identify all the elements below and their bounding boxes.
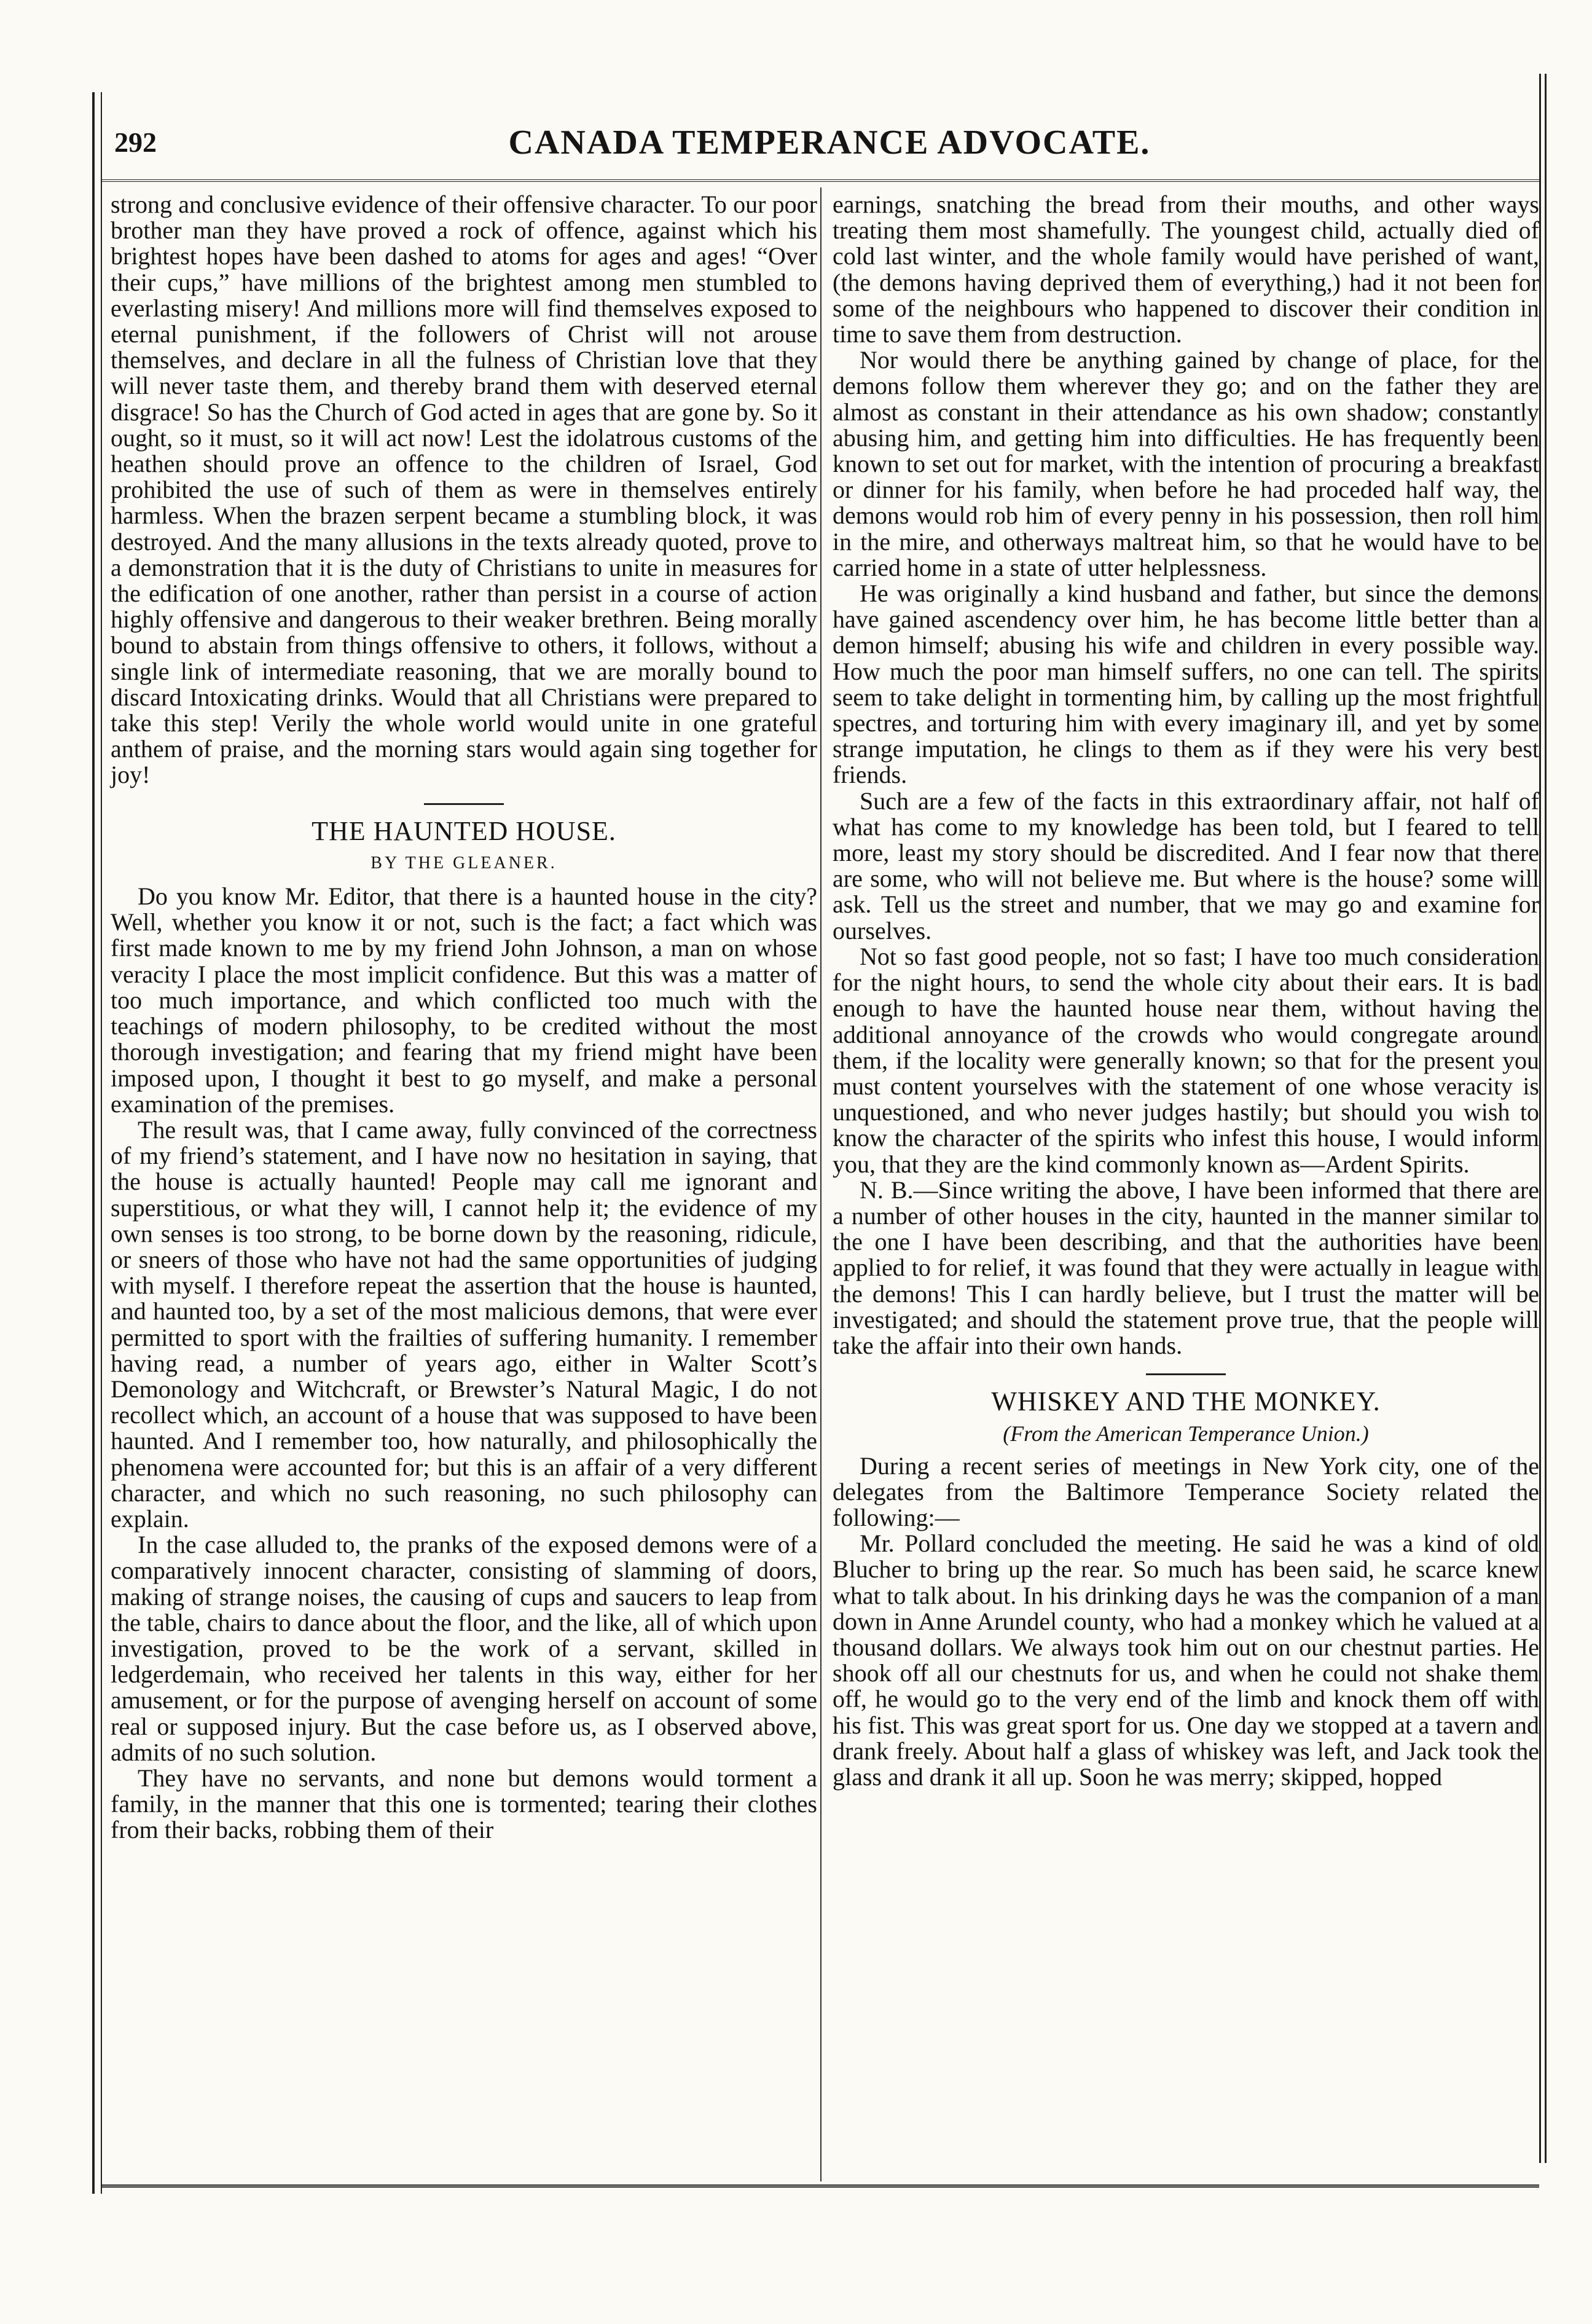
article-paragraph: Do you know Mr. Editor, that there is a haunted house in the city? Well, whether you know it or not, such is the fact; a fact which was first made known to me by my friend John Johnson, a man on whose veracity I place the most implicit confidence. But this was a matter of too much importance, and which conflicted too much with the teachings of modern philosophy, to be credited without the most thorough investigation; and fearing that my friend might have been imposed upon, I thought it best to go myself, and make a personal examination of the premises. — [111, 882, 817, 1118]
article-paragraph: He was originally a kind husband and father, but since the demons have gained ascendency over him, he has become little better than a demon himself; abusing his wife and children in every possible way. How much the poor man himself suffers, no one can tell. The spirits seem to take delight in tormenting him, by calling up the most frightful spectres, and torturing him with every imaginary ill, and yet by some strange imputation, he clings to them as if they were his very best friends. — [833, 579, 1539, 789]
article-paragraph: N. B.—Since writing the above, I have been informed that there are a number of other houses in the city, haunted in the manner similar to the one I have been describing, and that the authorities have been applied to for relief, it was found that they were actually in league with the demons! This I can hardly believe, but I trust the matter will be investigated; and should the statement prove true, that the people will take the affair into their own hands. — [833, 1176, 1539, 1359]
article-title-whiskey-monkey: WHISKEY AND THE MONKEY. — [991, 1386, 1381, 1417]
article-paragraph: Nor would there be anything gained by change of place, for the demons follow them wherever they go; and on the father they are almost as constant in their attendance as his own shadow; constantly abusing him, and getting him into difficulties. He has frequently been known to set out for market, with the intention of procuring a breakfast or dinner for his family, when before he had proceded half way, the demons would rob him of every penny in his possession, then roll him in the mire, and otherways maltreat him, so that he would have to be carried home in a state of utter helplessness. — [833, 346, 1539, 581]
masthead-title: CANADA TEMPERANCE ADVOCATE. — [508, 124, 1151, 162]
right-border-rule — [1539, 74, 1547, 2163]
footer-rule — [101, 2185, 1539, 2188]
right-column — [833, 192, 1539, 1790]
article-title-haunted-house: THE HAUNTED HOUSE. — [312, 815, 616, 846]
article-paragraph: Not so fast good people, not so fast; I have too much consideration for the night hours, to send the whole city about their ears. It is bad enough to have the haunted house near them, without having the additional annoyance of the crowds who would congregate around them, if the locality were generally known; so that for the present you must content yourselves with the statement of one whose veracity is unquestioned, and who never judges hastily; but should you wish to know the character of the spirits who infest this house, I would inform you, that they are the kind commonly known as—Ardent Spirits. — [833, 942, 1539, 1178]
article-paragraph: During a recent series of meetings in New York city, one of the delegates from the Baltimore Temperance Society related the following:— — [833, 1451, 1539, 1531]
article-source: (From the American Temperance Union.) — [1003, 1421, 1369, 1447]
article-byline: BY THE GLEANER. — [371, 853, 557, 873]
article-paragraph: The result was, that I came away, fully convinced of the correctness of my friend’s statement, and I have now no hesitation in saying, that the house is actually haunted! People may call me ignorant and superstitious, or what they will, I cannot help it; the evidence of my own senses is too strong, to be borne down by the reasoning, ridicule, or sneers of those who have not had the same opportunities of judging with myself. I therefore repeat the assertion that the house is haunted, and haunted too, by a set of the most malicious demons, that were ever permitted to sport with the frailties of suffering humanity. I remember having read, a number of years ago, either in Walter Scott’s Demonology and Witchcraft, or Brewster’s Natural Magic, I do not recollect which, an account of a house that was supposed to have been haunted. And I remember too, how naturally, and philosophically the phenomena were accounted for; but this is an affair of a very different character, and which no such reasoning, no such philosophy can explain. — [111, 1115, 817, 1533]
left-column — [111, 192, 817, 1843]
section-separator — [424, 803, 504, 805]
article-continuation: earnings, snatching the bread from their mouths, and other ways treating them most shamefully. The youngest child, actually died of cold last winter, and the whole family would have perished of want, (the demons having deprived them of everything,) had it not been for some of the neighbours who happened to discover their condition in time to save them from destruction. — [833, 190, 1539, 348]
article-paragraph: They have no servants, and none but demons would torment a family, in the manner that this one is tormented; tearing their clothes from their backs, robbing them of their — [111, 1764, 817, 1844]
article-continuation: strong and conclusive evidence of their offensive character. To our poor brother man they have proved a rock of offence, against which his brightest hopes have been dashed to atoms for ages and ages! “Over their cups,” have millions of the brightest among men stumbled to everlasting misery! And millions more will find themselves exposed to eternal punishment, if the followers of Christ will not arouse themselves, and declare in all the fulness of Christian love that they will never taste them, and thereby brand them with deserved eternal disgrace! So has the Church of God acted in ages that are gone by. So it ought, so it must, so it will act now! Lest the idolatrous customs of the heathen should prove an offence to the children of Israel, God prohibited the use of such of them as were in themselves entirely harmless. When the brazen serpent became a stumbling block, it was destroyed. And the many allusions in the texts already quoted, prove to a demonstration that it is the duty of Christians to unite in measures for the edification of one another, rather than persist in a course of action highly offensive and dangerous to their weaker brethren. Being morally bound to abstain from things offensive to others, it follows, without a single link of intermediate reasoning, that we are morally bound to discard Intoxicating drinks. Would that all Christians were prepared to take this step! Verily the whole world would unite in one grateful anthem of praise, and the morning stars would again sing together for joy! — [111, 190, 817, 789]
article-paragraph: Mr. Pollard concluded the meeting. He said he was a kind of old Blucher to bring up the rear. So much has been said, he scarce knew what to talk about. In his drinking days he was the companion of a man down in Anne Arundel county, who had a monkey which he valued at a thousand dollars. We always took him out on our chestnut parties. He shook off all our chestnuts for us, and when he could not shake them off, he would go to the very end of the limb and knock them off with his fist. This was great sport for us. One day we stopped at a tavern and drank freely. About half a glass of whiskey was left, and Jack took the glass and drank it all up. Soon he was merry; skipped, hopped — [833, 1529, 1539, 1791]
column-divider — [820, 187, 821, 2181]
section-separator — [1146, 1373, 1226, 1375]
page-number: 292 — [114, 127, 157, 158]
header-rule — [101, 179, 1539, 182]
article-paragraph: Such are a few of the facts in this extraordinary affair, not half of what has come to my knowledge has been told, but I feared to tell more, least my story should be discredited. And I fear now that there are some, who will not believe me. But where is the house? some will ask. Tell us the street and number, that we may go and examine for ourselves. — [833, 787, 1539, 944]
left-border-rule — [92, 92, 102, 2194]
article-paragraph: In the case alluded to, the pranks of the exposed demons were of a comparatively innocent character, consisting of slamming of doors, making of strange noises, the causing of cups and saucers to leap from the table, chairs to dance about the floor, and the like, all of which upon investigation, proved to be the work of a servant, skilled in ledgerdemain, who received her talents in this way, either for her amusement, or for the purpose of avenging herself on account of some real or supposed injury. But the case before us, as I observed above, admits of no such solution. — [111, 1531, 817, 1766]
